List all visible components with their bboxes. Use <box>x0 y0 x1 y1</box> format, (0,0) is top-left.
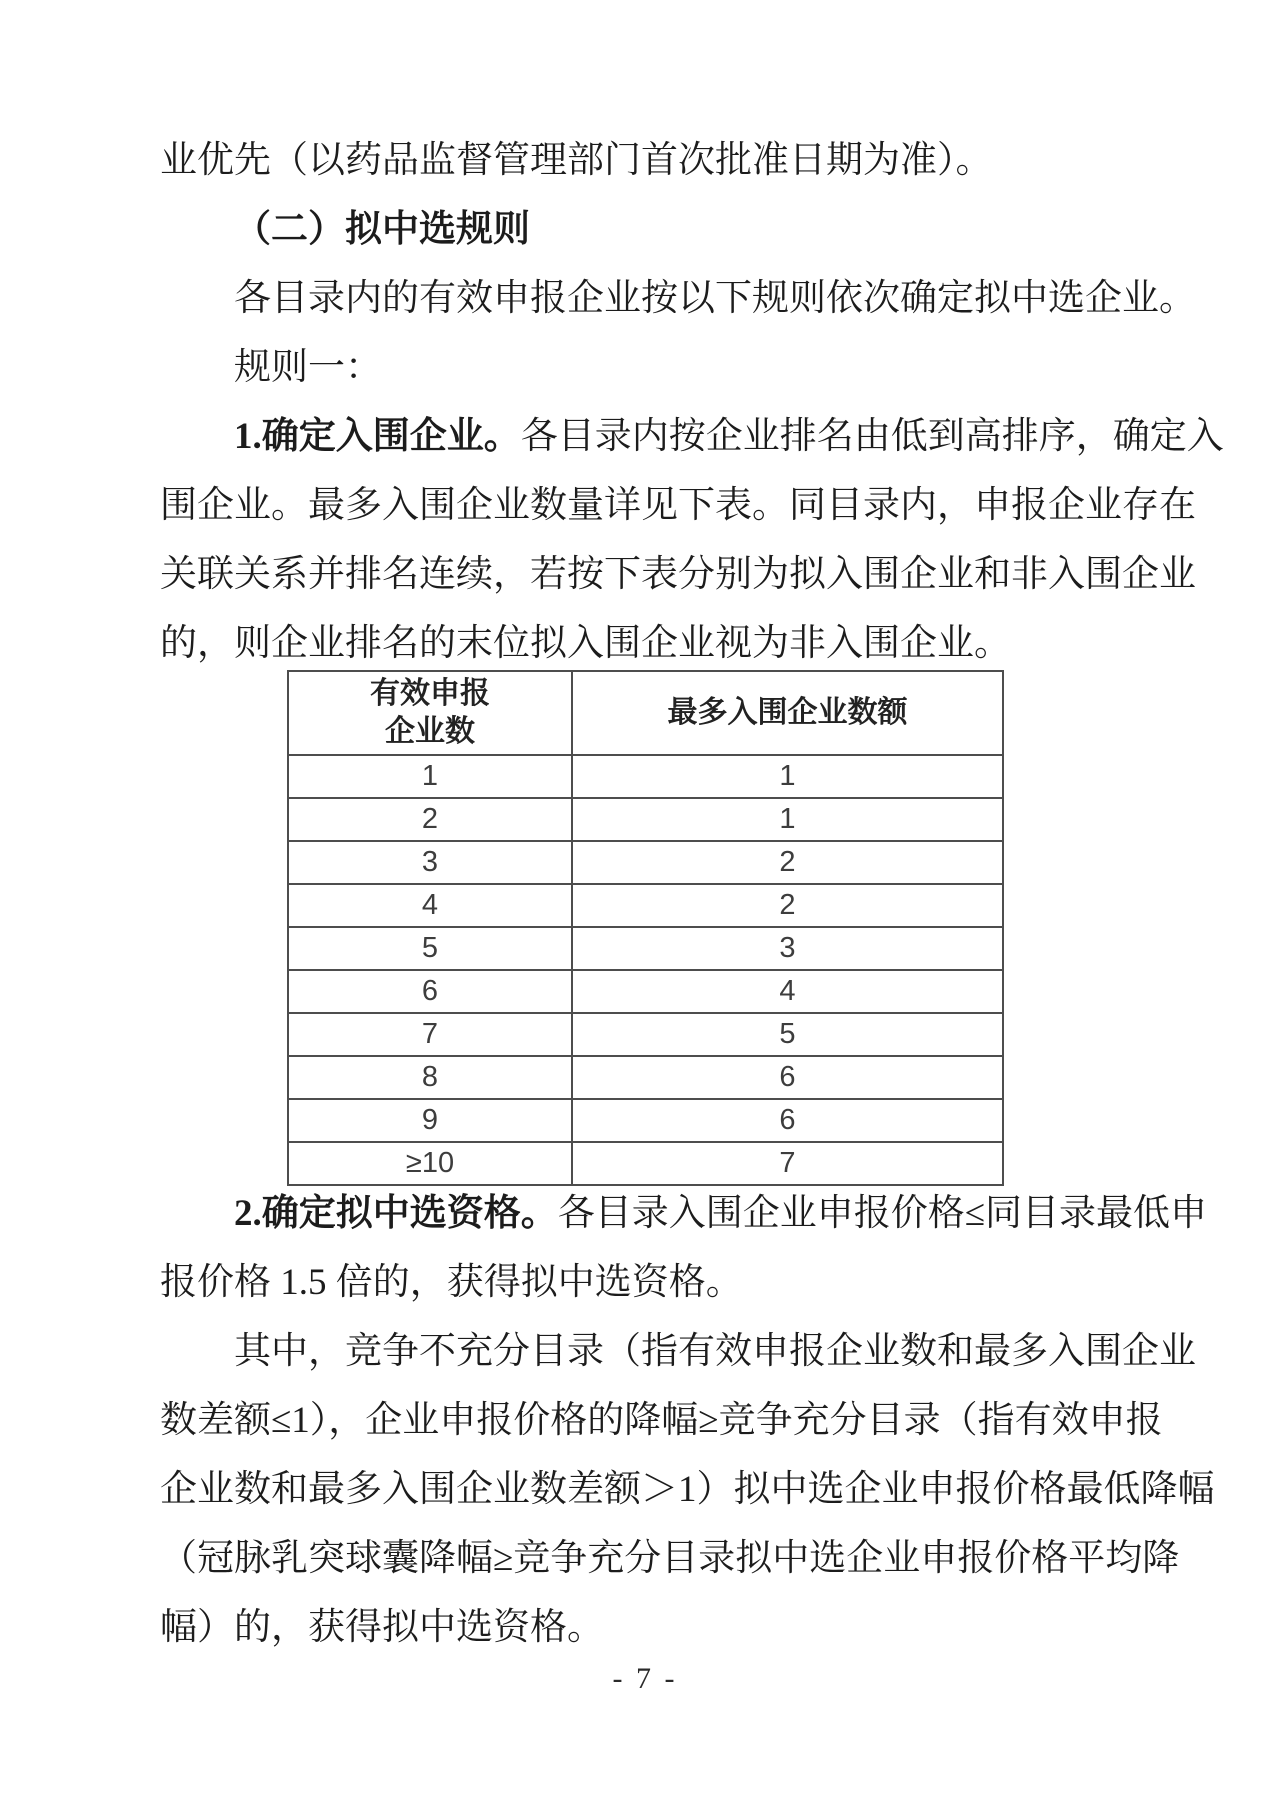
quota-cell: 1 <box>572 755 1003 798</box>
applicants-cell: 8 <box>288 1056 572 1099</box>
quota-cell: 2 <box>572 841 1003 884</box>
header-max-enlisted: 最多入围企业数额 <box>572 671 1003 755</box>
body-line-9 <box>160 1179 1208 1248</box>
body-line-6: 围企业。最多入围企业数量详见下表。同目录内，申报企业存在 <box>160 485 1196 526</box>
applicants-cell: 7 <box>288 1013 572 1056</box>
quota-cell: 2 <box>572 884 1003 927</box>
rule2-text: 各目录入围企业申报价格≤同目录最低申 <box>557 1193 1208 1234</box>
lower-text-block <box>160 1179 1215 1662</box>
section-heading: （二）拟中选规则 <box>234 209 530 250</box>
rule2-title: 2.确定拟中选资格。 <box>234 1193 558 1234</box>
body-line-8: 的，则企业排名的末位拟入围企业视为非入围企业。 <box>160 623 1011 664</box>
header-valid-applicants <box>288 671 572 755</box>
table-row <box>288 927 1003 970</box>
body-line-5 <box>160 402 1224 471</box>
applicants-cell: 6 <box>288 970 572 1013</box>
table-row <box>288 1013 1003 1056</box>
body-line-12: 数差额≤1），企业申报价格的降幅≥竞争充分目录（指有效申报 <box>160 1400 1163 1441</box>
applicants-cell: 3 <box>288 841 572 884</box>
table-header-row <box>288 671 1003 755</box>
applicants-cell: 9 <box>288 1099 572 1142</box>
applicants-cell: 1 <box>288 755 572 798</box>
body-line-15: 幅）的，获得拟中选资格。 <box>160 1607 604 1648</box>
body-line-11: 其中，竞争不充分目录（指有效申报企业数和最多入围企业 <box>234 1331 1196 1372</box>
quota-cell: 7 <box>572 1142 1003 1185</box>
quota-cell: 3 <box>572 927 1003 970</box>
body-line-14: （冠脉乳突球囊降幅≥竞争充分目录拟中选企业申报价格平均降 <box>160 1538 1180 1579</box>
applicants-cell: 5 <box>288 927 572 970</box>
table-row <box>288 1099 1003 1142</box>
table-row <box>288 884 1003 927</box>
rule1-text: 各目录内按企业排名由低到高排序，确定入 <box>520 416 1224 457</box>
upper-text-block <box>160 126 1224 678</box>
quota-cell: 5 <box>572 1013 1003 1056</box>
body-line-13: 企业数和最多入围企业数差额＞1）拟中选企业申报价格最低降幅 <box>160 1469 1215 1510</box>
header-valid-applicants-line2: 企业数 <box>385 715 475 748</box>
page-number: - 7 - <box>612 1662 678 1695</box>
quota-cell: 6 <box>572 1099 1003 1142</box>
body-line-1: 业优先（以药品监督管理部门首次批准日期为准）。 <box>160 140 993 181</box>
body-line-3: 各目录内的有效申报企业按以下规则依次确定拟中选企业。 <box>234 278 1196 319</box>
body-line-4: 规则一： <box>234 347 382 388</box>
table-row <box>288 798 1003 841</box>
table-row <box>288 970 1003 1013</box>
applicants-cell: 4 <box>288 884 572 927</box>
quota-cell: 1 <box>572 798 1003 841</box>
body-line-10: 报价格 1.5 倍的，获得拟中选资格。 <box>160 1262 743 1303</box>
enlisted-quota-table <box>287 670 1004 1186</box>
applicants-cell: ≥10 <box>288 1142 572 1185</box>
table-row <box>288 1056 1003 1099</box>
body-line-7: 关联关系并排名连续，若按下表分别为拟入围企业和非入围企业 <box>160 554 1196 595</box>
table-row <box>288 755 1003 798</box>
quota-cell: 4 <box>572 970 1003 1013</box>
table-row <box>288 841 1003 884</box>
rule1-title: 1.确定入围企业。 <box>234 416 521 457</box>
header-valid-applicants-line1: 有效申报 <box>370 677 490 710</box>
applicants-cell: 2 <box>288 798 572 841</box>
quota-cell: 6 <box>572 1056 1003 1099</box>
